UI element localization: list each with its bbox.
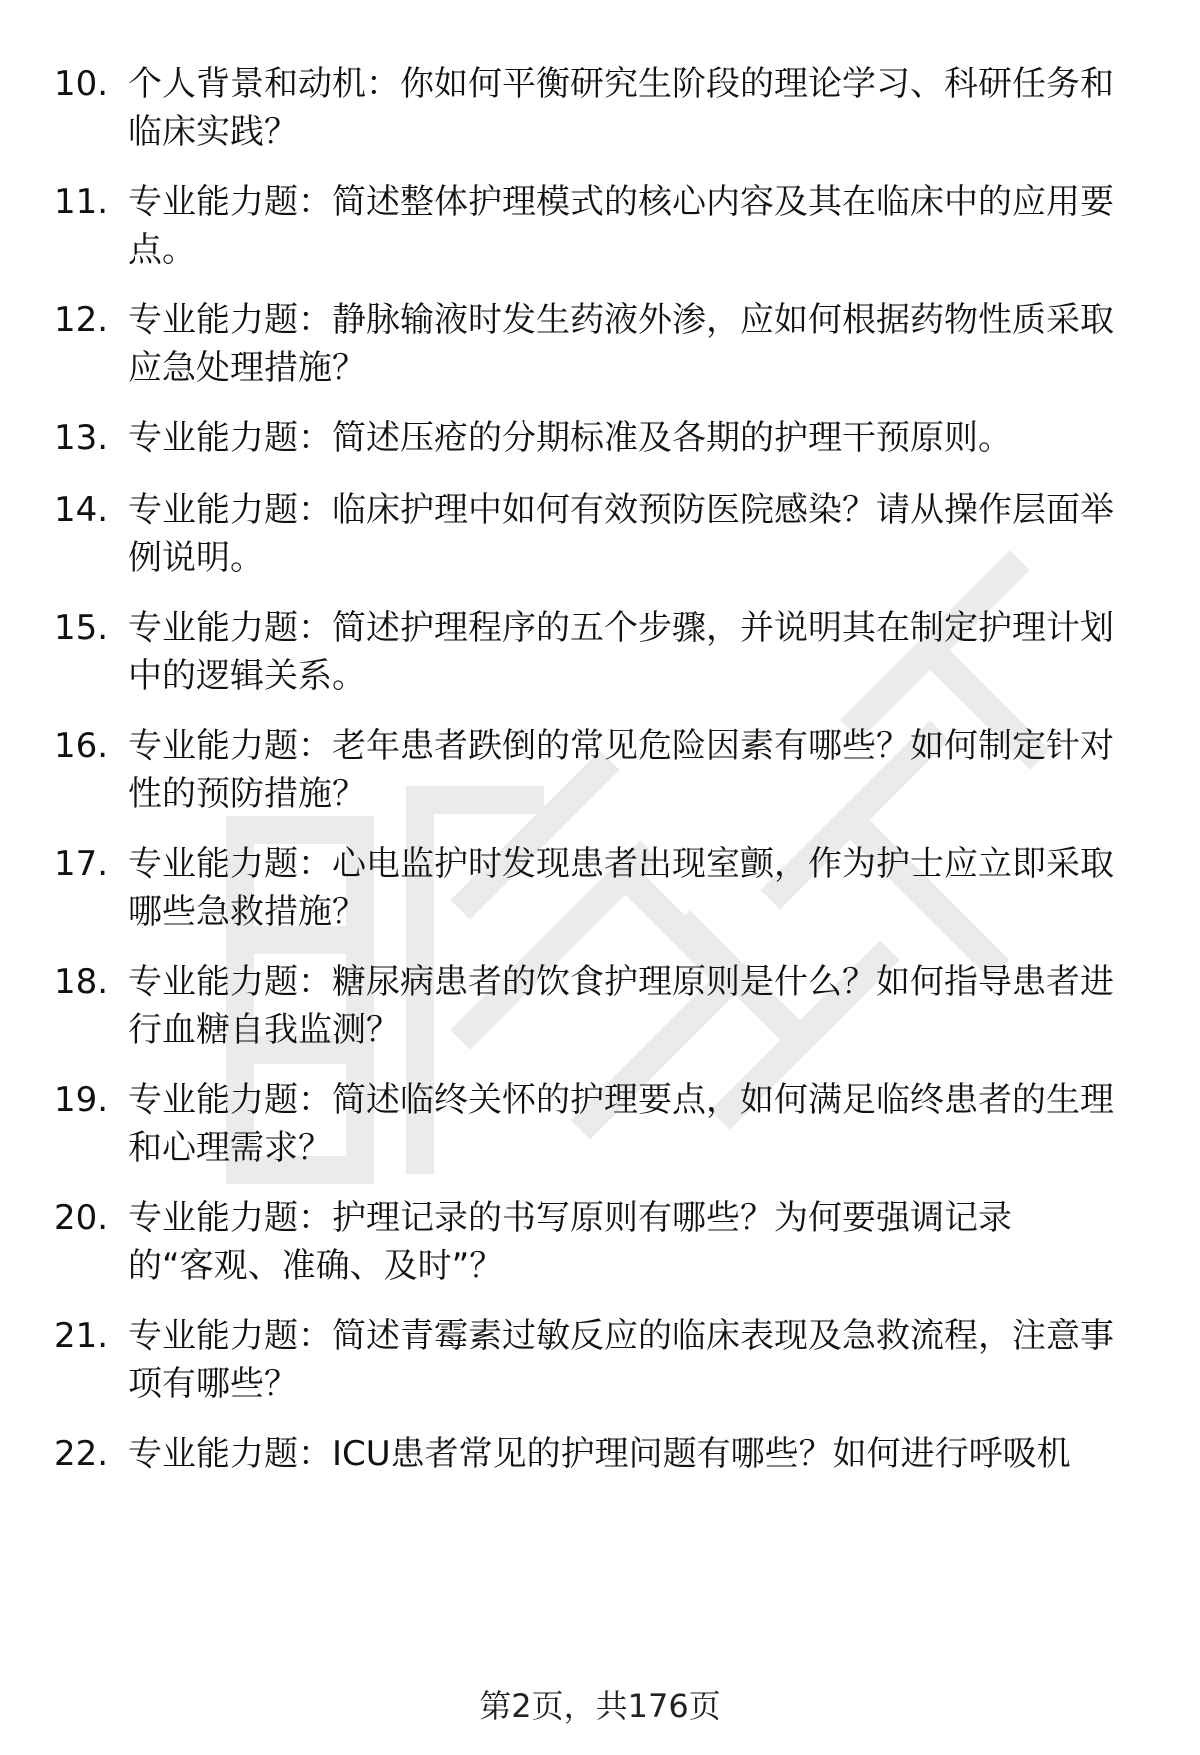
question-number: 19. (54, 1080, 109, 1120)
question-number: 10. (54, 64, 109, 104)
question-number: 14. (54, 490, 109, 530)
question-number: 22. (54, 1434, 109, 1474)
question-text: 专业能力题：简述临终关怀的护理要点，如何满足临终患者的生理和心理需求？ (128, 1080, 1114, 1168)
question-number: 21. (54, 1316, 109, 1356)
question-number: 18. (54, 962, 109, 1002)
question-number: 12. (54, 300, 109, 340)
question-text: 专业能力题：简述整体护理模式的核心内容及其在临床中的应用要点。 (128, 182, 1114, 270)
question-text: 专业能力题：简述青霉素过敏反应的临床表现及急救流程，注意事项有哪些？ (128, 1316, 1114, 1404)
question-text: 专业能力题：简述护理程序的五个步骤，并说明其在制定护理计划中的逻辑关系。 (128, 608, 1114, 696)
question-number: 16. (54, 726, 109, 766)
question-text: 个人背景和动机：你如何平衡研究生阶段的理论学习、科研任务和临床实践？ (128, 64, 1114, 152)
question-number: 11. (54, 182, 109, 222)
page-footer (0, 1684, 1200, 1728)
question-number: 20. (54, 1198, 109, 1238)
question-text: 专业能力题：护理记录的书写原则有哪些？为何要强调记录的“客观、准确、及时”？ (128, 1198, 1012, 1286)
question-text: 专业能力题：心电监护时发现患者出现室颤，作为护士应立即采取哪些急救措施？ (128, 844, 1114, 932)
question-number: 13. (54, 418, 109, 458)
question-text: 专业能力题：临床护理中如何有效预防医院感染？请从操作层面举例说明。 (128, 490, 1114, 578)
question-number: 15. (54, 608, 109, 648)
question-number: 17. (54, 844, 109, 884)
question-text: 专业能力题：简述压疮的分期标准及各期的护理干预原则。 (128, 418, 1012, 458)
question-text: 专业能力题：老年患者跌倒的常见危险因素有哪些？如何制定针对性的预防措施？ (128, 726, 1114, 814)
question-text: 专业能力题：糖尿病患者的饮食护理原则是什么？如何指导患者进行血糖自我监测？ (128, 962, 1114, 1050)
question-text: 专业能力题：ICU患者常见的护理问题有哪些？如何进行呼吸机 (128, 1434, 1071, 1474)
page-number-label: 第2页，共176页 (479, 1687, 721, 1725)
question-text: 专业能力题：静脉输液时发生药液外渗，应如何根据药物性质采取应急处理措施？ (128, 300, 1114, 388)
